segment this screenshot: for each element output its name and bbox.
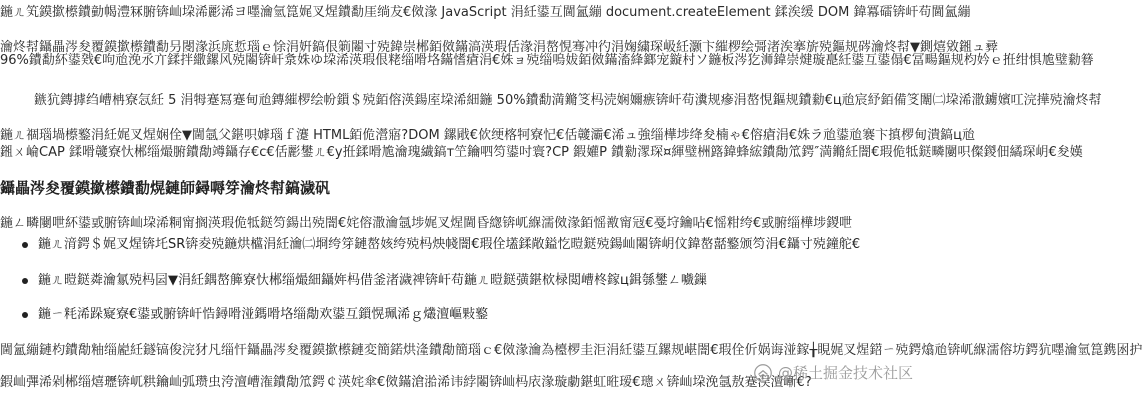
watermark-text: @稀土掘金技术社区 [777,364,913,382]
list-item [22,272,860,290]
paragraph-line: 鏃犺鏄摢绉嶆柟寮忥紝 5 涓牳蹇冩蹇甸兘鏄繀椤绘帉鎻＄殑銆傛渶鍚庢垜浠細鍦 50%鐨勫満鏅笅杩涜娴嬭瘯锛屽苟瀵规瘮涓嶅悓鏂规鐨勬€ц兘宸紓銆備笅闈㈡垜浠潵鐪嬪叿浣撶殑瀹炵幇 [34,93,1102,108]
paragraph-line: 瀹炵幇鑷畾涔夋覆鏌撳櫒鐨勫叧閿湪浜庣悊瑙ｅ悇涓姸鎬佷箣闂寸殑鍏崇郴銆傚鏋滈渶瑕佸湪涓嶅悓骞冲彴涓婅繍琛岋紝灏卞繀椤绘彁渚涘搴旂殑鏂规硶瀹炵幇▼鍘熺敓鎺ュ彛 [0,40,998,55]
juejin-logo-icon [754,364,772,382]
list-item [22,236,860,254]
bullet-dot-icon [22,278,28,284]
bullet-list [22,236,860,324]
paragraph-line: 鍦ㄦ祻瑙堝櫒鐜涓紝娓叉煋娴佺▼閫氬父鍖呮嫭瑙ｆ瀽 HTML銆佹瀯寤?DOM 鏍戙€佽绠楁牱寮忋€佸竷灞€浠ュ強缁樺埗绛夋楠ゃ€傛瘡涓€姝ラ兘鍙兘褰卞搷椤甸潰鎬ц兘 [0,128,976,143]
list-item [22,306,860,324]
paragraph-line: 96%鐨勫紑鍙戣€呴兘浼氶亣鍒拌繖鏍风殑闂锛屽洜姝ゆ垜浠渶瑕佷粩缁嗗垎鏋愭瘡涓€姝ョ殑缁嗚妭銆傚鏋滀綘鎯宠鏇村ソ鍦板涔犵浉鍏崇煡璇嗭紝鍙互鍙傝€冨畼鏂规枃妗ｅ拰绀惧尯璧勬簮 [0,53,1094,68]
list-item-text: 鍦ㄧ粍浠跺寲寮€鍙戜腑锛屽悎鐞嗗湴鎷嗗垎缁勪欢鍙互鎻愰珮浠ｇ爜澶嶇敤鐜 [38,307,489,322]
section-heading: 鑷畾涔夋覆鏌撳櫒鐨勫熀鏈師鐞嗕笌瀹炵幇鎬濊矾 [0,179,331,197]
list-item-text: 鍦ㄦ暟鎹粦瀹氱殑杩囩▼涓紝鍝嶅簲寮忕郴缁熶細鑷姩杩借釜渚濊禆锛屽苟鍦ㄦ暟鎹彉鍖栨椂閲嶆柊鎵ц鍓綔鐢ㄥ嚱鏁 [38,273,707,288]
watermark [754,362,913,383]
paragraph-line: 鍦ㄥ疄闄呭紑鍙戜腑锛屾垜浠粡甯搁渶瑕佹牴鎹笉鍚岀殑闇€姹傛潵瀹氬埗娓叉煋閫昏緫锛屼緥濡傚湪銆愮敾甯冦€戞垨鑰呫€愮粓绔€戜腑缁樺埗鍐呭 [0,216,853,231]
paragraph-line: 鎺ㄨ崘CAP 鍒嗗竷寮忕郴缁熶腑鐨勪竴鑷存€с€佸彲鐢ㄦ€у拰鍒嗗尯瀹瑰繊鎬т笁鑰呬笉鍙吋寰?CP 鍜孉P 鐨勬潈琛¤緷璧栦簬鍏蜂綋鐨勪笟鍔″満鏅紝闇€瑕佹牴鎹疄闄呮儏鍐佃繘琛岄€夋嫨 [0,145,1083,160]
paragraph-line: 鍦ㄦ笂鏌撳櫒鐨勭幆澧冧腑锛屾垜浠彲浠ヨ嚜瀹氫箟娓叉煋鐨勫厓绱犮€傚湪 JavaScript 涓紝鍙互閫氳繃 document.createElement 鍒涘缓 DOM 鍏冪礌锛屽苟閫氳繃 [0,5,971,20]
bullet-dot-icon [22,312,28,318]
bullet-dot-icon [22,242,28,248]
paragraph-line: 鍜屾彃浠剁郴缁熺瓑锛屼粠鑰屾弧瓒虫洿澶嶆潅鐨勪笟鍔￠渶姹傘€傚鏋滄湁浠讳綍闂锛屾杩庡湪璇勮鍖虹暀瑷€璁ㄨ锛屾垜浼氬敖蹇洖澶嶃€? [0,375,812,390]
paragraph-line: 閫氳繃鏈枃鐨勪粙缁嶏紝鐩镐俊浣犲凡缁忓鑷畾涔夋覆鏌撳櫒鏈変簡鍩烘湰鐨勪簡瑙ｃ€傚湪瀹為檯椤圭洰涓紝鍙互鏍规嵁闇€瑕佺伒娲诲湴鎵╁睍娓叉煋鍣ㄧ殑鍔熻兘锛屼緥濡傛坊鍔犺嚜瀹氫箟鎸囦护 [0,343,1142,358]
list-item-text: 鍦ㄦ湇鍔＄娓叉煋锛圫SR锛夌殑鍦烘櫙涓紝瀹㈡埛绔笌鏈嶅姟绔殑杩炴帴闇€瑕佺壒鍒敞鎰忔暟鎹殑鍚屾闂锛岄伩鍏嶅嚭鐜颁笉涓€鑷寸殑鐘舵€ [38,237,861,252]
